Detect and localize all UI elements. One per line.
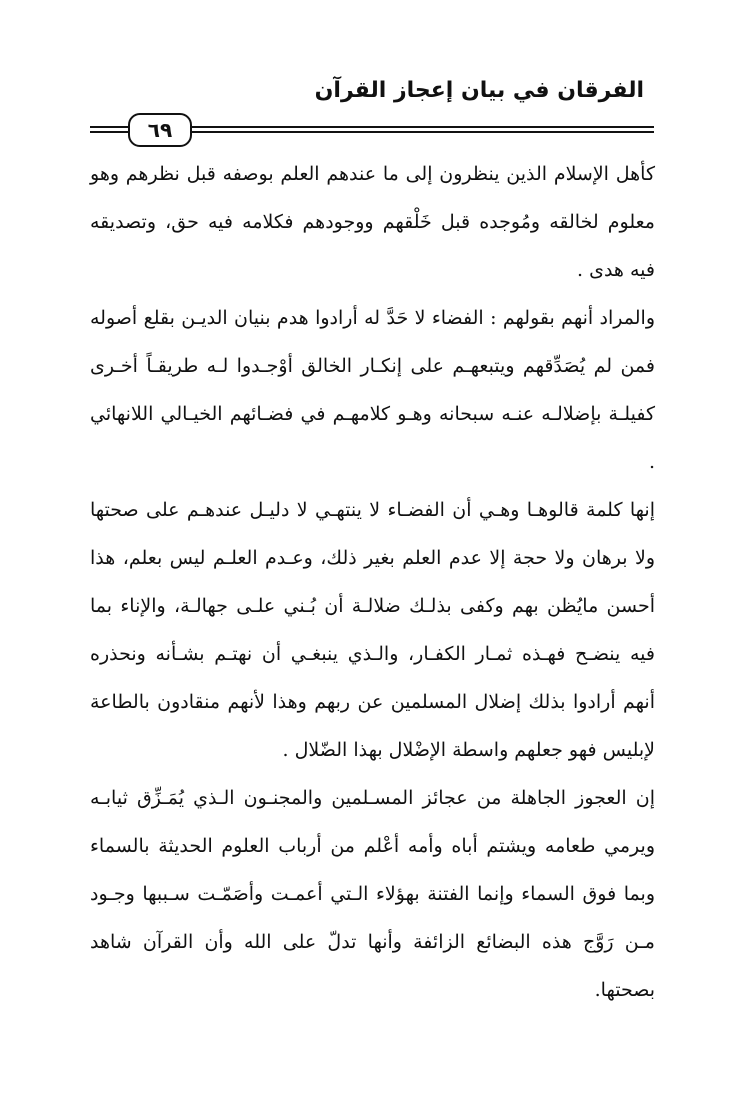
paragraph: إن العجوز الجاهلة من عجائز المسـلمين والمجنـون الـذي يُمَـزِّق ثيابـه ويرمي طعامه ويشتم أباه وأمه أعْلم من أرباب العلوم الحديثة بالسماء وبما فوق السماء وإنما الفتنة بهؤلاء الـتي أعمـت وأصَمّـت سـببها وجـود مـن رَوَّج هذه البضائع الزائفة وأنها تدلّ على الله وأن القرآن شاهد بصحتها. xyxy=(90,787,655,1001)
body-text xyxy=(90,150,655,1014)
paragraph: والمراد أنهم بقولهم : الفضاء لا حَدَّ له أرادوا هدم بنيان الديـن بقلع أصوله فمن لم يُصَدِّقهم ويتبعهـم على إنكـار الخالق أوْجـدوا لـه طريقـاً أخـرى كفيلـة بإضلالـه عنـه سبحانه وهـو كلامهـم في فضـائهم الخيـالي اللانهائي . xyxy=(90,307,655,473)
book-title: الفرقان في بيان إعجاز القرآن xyxy=(314,78,644,103)
header-rule-left-lower xyxy=(90,131,128,133)
paragraph: إنها كلمة قالوهـا وهـي أن الفضـاء لا ينتهـي لا دليـل عندهـم على صحتها ولا برهان ولا حجة إلا عدم العلم بغير ذلك، وعـدم العلـم ليس بعلم، هذا أحسن مايُظن بهم وكفى بذلـك ضلالـة أن بُـني علـى جهالـة، والإناء بما فيه ينضـح فهـذه ثمـار الكفـار، والـذي ينبغـي أن نهتـم بشـأنه ونحذره أنهم أرادوا بذلك إضلال المسلمين عن ربهم وهذا لأنهم منقادون بالطاعة لإبليس فهو جعلهم واسطة الإضْلال بهذا الضّلال . xyxy=(90,499,655,761)
header-rule-right-lower xyxy=(191,131,654,133)
page-number: ٦٩ xyxy=(147,118,173,142)
header-rule-right-upper xyxy=(191,126,654,128)
page-number-box xyxy=(128,113,192,147)
header-rule-left-upper xyxy=(90,126,128,128)
paragraph: كأهل الإسلام الذين ينظرون إلى ما عندهم العلم بوصفه قبل نظرهم وهو معلوم لخالقه ومُوجده قبل خَلْقهم ووجودهم فكلامه فيه حق، وتصديقه فيه هدى . xyxy=(90,163,655,281)
